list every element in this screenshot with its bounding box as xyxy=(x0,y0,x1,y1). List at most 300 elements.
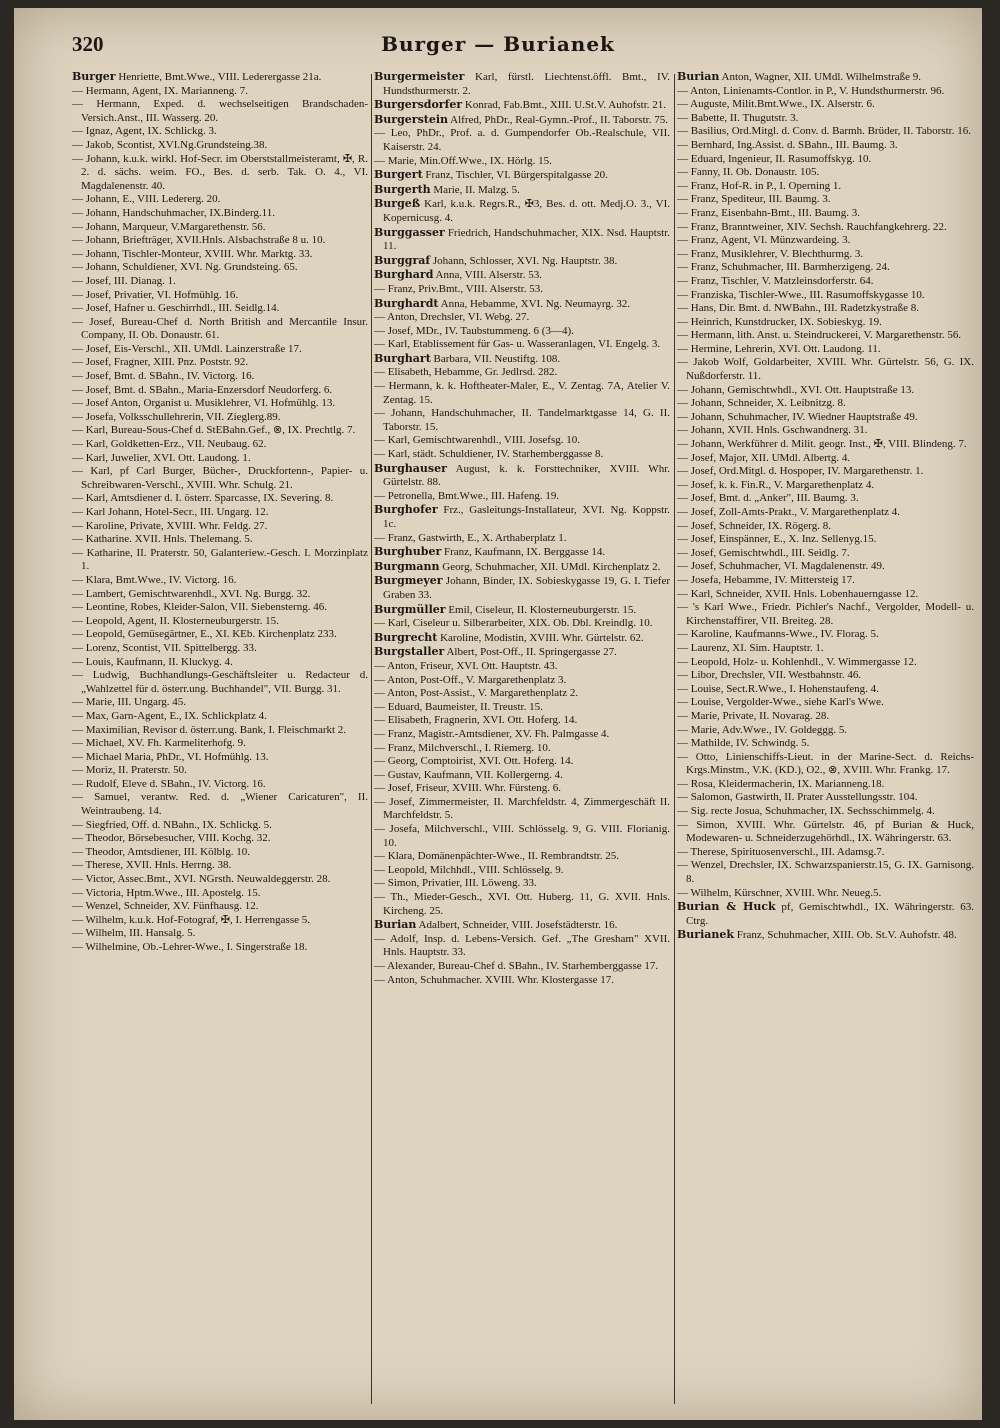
directory-entry xyxy=(72,465,368,492)
directory-entry xyxy=(374,728,670,742)
entry-text: Friedrich, Handschuhmacher, XIX. Nsd. Hauptstr. 11. xyxy=(383,226,670,253)
entry-text: — Johann, Schneider, X. Leibnitzg. 8. xyxy=(677,397,846,410)
directory-entry xyxy=(374,70,670,98)
entry-text: — Basilius, Ord.Mitgl. d. Conv. d. Barmh. Brüder, II. Taborstr. 16. xyxy=(677,125,971,138)
entry-text: — Heinrich, Kunstdrucker, IX. Sobieskyg. 19. xyxy=(677,315,882,328)
entry-text: Alfred, PhDr., Real-Gymn.-Prof., II. Taborstr. 75. xyxy=(448,113,668,126)
directory-entry xyxy=(677,207,974,221)
directory-entry xyxy=(677,221,974,235)
entry-text: — Georg, Comptoirist, XVI. Ott. Hoferg. 14. xyxy=(374,755,574,768)
directory-entry xyxy=(374,168,670,183)
entry-surname: Burghuber xyxy=(374,545,442,559)
directory-entry xyxy=(374,226,670,254)
directory-entry xyxy=(72,397,368,411)
directory-entry xyxy=(677,778,974,792)
directory-entry xyxy=(374,714,670,728)
directory-entry xyxy=(72,411,368,425)
directory-entry xyxy=(374,490,670,504)
entry-text: — Josef, Bmt. d. SBahn., Maria-Enzersdorf Neudorferg. 6. xyxy=(72,383,333,396)
directory-entry xyxy=(374,98,670,113)
entry-surname: Burgstaller xyxy=(374,645,445,659)
entry-text: — Therese, XVII. Hnls. Herrng. 38. xyxy=(72,859,232,872)
directory-entry xyxy=(677,85,974,99)
directory-entry xyxy=(677,859,974,886)
entry-text: — Josef, Schneider, IX. Rögerg. 8. xyxy=(677,519,831,532)
entry-surname: Burghauser xyxy=(374,461,447,475)
directory-entry xyxy=(677,819,974,846)
entry-text: — Josef, Gemischtwhdl., III. Seidlg. 7. xyxy=(677,546,850,559)
entry-text: — Louise, Vergolder-Wwe., siehe Karl's Wwe. xyxy=(677,696,884,709)
entry-text: — Josef, Schuhmacher, VI. Magdalenenstr. 49. xyxy=(677,560,885,573)
entry-text: Anton, Wagner, XII. UMdl. Wilhelmstraße 9. xyxy=(719,71,922,83)
directory-entry xyxy=(72,438,368,452)
directory-entry xyxy=(374,933,670,960)
directory-entry xyxy=(374,796,670,823)
entry-text: — Gustav, Kaufmann, VII. Kollergerng. 4. xyxy=(374,768,563,781)
entry-text: — Auguste, Milit.Bmt.Wwe., IX. Alserstr. 6. xyxy=(677,98,875,111)
directory-entry xyxy=(677,166,974,180)
directory-entry xyxy=(72,900,368,914)
directory-entry xyxy=(677,683,974,697)
entry-text: — Josef, Privatier, VI. Hofmühlg. 16. xyxy=(72,288,239,301)
entry-text: — Josef, Zoll-Amts-Prakt., V. Margarethenplatz 4. xyxy=(677,506,901,518)
entry-text: — Jakob Wolf, Goldarbeiter, XVIII. Whr. Gürtelstr. 56, G. IX. Nußdorferstr. 11. xyxy=(677,356,974,383)
entry-text: Franz, Kaufmann, IX. Berggasse 14. xyxy=(441,546,606,559)
page-header xyxy=(14,32,982,64)
directory-entry xyxy=(374,603,670,618)
directory-entry xyxy=(374,155,670,169)
directory-entry xyxy=(72,751,368,765)
directory-entry xyxy=(677,261,974,275)
directory-entry xyxy=(374,311,670,325)
directory-entry xyxy=(374,960,670,974)
entry-text: — Franz, Gastwirth, E., X. Arthaberplatz 1. xyxy=(374,531,567,544)
entry-text: — Hermann, Agent, IX. Marianneng. 7. xyxy=(72,84,248,97)
directory-entry xyxy=(374,769,670,783)
directory-entry xyxy=(72,343,368,357)
entry-text: — Leopold, Holz- u. Kohlenhdl., V. Wimmergasse 12. xyxy=(677,655,917,668)
entry-text: — Marie, Adv.Wwe., IV. Goldeggg. 5. xyxy=(677,723,848,736)
directory-entry xyxy=(677,153,974,167)
directory-entry xyxy=(677,724,974,738)
entry-text: — Josef, III. Dianag. 1. xyxy=(72,274,176,287)
directory-entry xyxy=(72,289,368,303)
entry-text: — Josef Anton, Organist u. Musiklehrer, VI. Hofmühlg. 13. xyxy=(72,397,336,410)
directory-entry xyxy=(374,338,670,352)
entry-surname: Burgerth xyxy=(374,182,431,196)
entry-text: — Hermann, lith. Anst. u. Steindruckerei, V. Margarethenstr. 56. xyxy=(677,329,962,342)
directory-entry xyxy=(72,506,368,520)
directory-entry xyxy=(72,533,368,547)
entry-text: — Moriz, II. Praterstr. 50. xyxy=(72,764,187,777)
entry-text: — Wenzel, Drechsler, IX. Schwarzspanierstr.15, G. IX. Garnisong. 8. xyxy=(677,859,974,886)
directory-entry xyxy=(677,180,974,194)
entry-text: pf, Gemischtwhdl., IX. Währingerstr. 63. Ctrg. xyxy=(686,901,974,927)
directory-entry xyxy=(677,805,974,819)
directory-entry xyxy=(374,254,670,269)
page-title: Burger — Burianek xyxy=(381,32,615,56)
entry-text: — Johann, E., VIII. Ledererg. 20. xyxy=(72,193,221,206)
directory-entry xyxy=(374,434,670,448)
directory-entry xyxy=(72,370,368,384)
entry-text: — Wilhelmine, Ob.-Lehrer-Wwe., I. Singerstraße 18. xyxy=(72,941,308,953)
entry-surname: Burgert xyxy=(374,168,423,182)
directory-entry xyxy=(677,70,974,85)
directory-entry xyxy=(374,197,670,225)
column-2 xyxy=(374,70,670,1410)
directory-entry xyxy=(374,645,670,660)
entry-text: — Babette, II. Thugutstr. 3. xyxy=(677,111,799,124)
entry-text: — Johann, k.u.k. wirkl. Hof-Secr. im Oberststallmeisteramt, ✠, R. 2. d. sächs. weim. FO., Bes. d. serb. Tak. O. 4., VI. Magdalenenstr. 40. xyxy=(72,152,368,192)
directory-entry xyxy=(374,560,670,575)
directory-entry xyxy=(677,669,974,683)
entry-surname: Burghard xyxy=(374,268,434,282)
directory-entry xyxy=(72,737,368,751)
directory-entry xyxy=(374,617,670,631)
directory-entry xyxy=(677,424,974,438)
entry-text: — Karoline, Kaufmanns-Wwe., IV. Florag. 5. xyxy=(677,628,879,641)
directory-entry xyxy=(374,918,670,933)
directory-entry xyxy=(677,438,974,452)
directory-entry xyxy=(677,574,974,588)
entry-text: — Josef, Ord.Mitgl. d. Hospoper, IV. Margarethenstr. 1. xyxy=(677,465,924,478)
entry-text: — Karl, Ciseleur u. Silberarbeiter, XIX. Ob. Dbl. Kreindlg. 10. xyxy=(374,617,653,630)
entry-text: — Alexander, Bureau-Chef d. SBahn., IV. Starhemberggasse 17. xyxy=(374,960,659,972)
entry-text: — Victoria, Hptm.Wwe., III. Apostelg. 15. xyxy=(72,886,261,899)
entry-text: — Leopold, Agent, II. Klosterneuburgerstr. 15. xyxy=(72,614,279,627)
directory-entry xyxy=(374,864,670,878)
directory-entry xyxy=(677,533,974,547)
directory-entry xyxy=(374,742,670,756)
directory-entry xyxy=(677,520,974,534)
entry-text: Anna, Hebamme, XVI. Ng. Neumayrg. 32. xyxy=(438,297,631,310)
directory-entry xyxy=(374,687,670,701)
directory-entry xyxy=(677,125,974,139)
directory-entry xyxy=(72,669,368,696)
entry-text: — Marie, Min.Off.Wwe., IX. Hörlg. 15. xyxy=(374,154,552,167)
directory-entry xyxy=(374,574,670,602)
entry-text: Karoline, Modistin, XVIII. Whr. Gürtelstr. 62. xyxy=(437,631,644,644)
entry-text: — Louise, Sect.R.Wwe., I. Hohenstaufeng. 4. xyxy=(677,682,879,695)
entry-text: — 's Karl Wwe., Friedr. Pichler's Nachf., Vergolder, Modell- u. Kirchenstaffirer, VII. Breiteg. 28. xyxy=(677,601,974,627)
entry-surname: Burghofer xyxy=(374,503,438,517)
directory-entry xyxy=(72,710,368,724)
directory-entry xyxy=(72,248,368,262)
directory-entry xyxy=(374,701,670,715)
directory-columns xyxy=(72,70,974,1410)
entry-text: — Wenzel, Schneider, XV. Fünfhausg. 12. xyxy=(72,900,259,913)
entry-text: — Jakob, Scontist, XVI.Ng.Grundsteing.38. xyxy=(72,138,268,151)
entry-text: — Simon, Privatier, III. Löweng. 33. xyxy=(374,877,537,890)
entry-text: — Anton, Friseur, XVI. Ott. Hauptstr. 43. xyxy=(374,659,558,672)
entry-text: — Josef, Major, XII. UMdl. Albertg. 4. xyxy=(677,451,851,464)
entry-text: — Rudolf, Eleve d. SBahn., IV. Victorg. 16. xyxy=(72,777,266,790)
entry-text: — Franz, Agent, VI. Münzwardeing. 3. xyxy=(677,234,851,247)
entry-text: Albert, Post-Off., II. Springergasse 27. xyxy=(444,646,617,659)
directory-entry xyxy=(72,520,368,534)
directory-entry xyxy=(374,380,670,407)
directory-entry xyxy=(72,85,368,99)
directory-entry xyxy=(677,316,974,330)
entry-text: — Leontine, Robes, Kleider-Salon, VII. Siebensterng. 46. xyxy=(72,601,327,614)
entry-text: — Louis, Kaufmann, II. Kluckyg. 4. xyxy=(72,655,233,668)
entry-text: — Leo, PhDr., Prof. a. d. Gumpendorfer Ob.-Realschule, VII. Kaiserstr. 24. xyxy=(374,127,670,153)
entry-text: — Theodor, Börsebesucher, VIII. Kochg. 32. xyxy=(72,832,271,845)
directory-entry xyxy=(72,656,368,670)
entry-text: — Franz, Branntweiner, XIV. Sechsh. Rauchfangkehrerg. 22. xyxy=(677,220,947,233)
entry-text: — Libor, Drechsler, VII. Westbahnstr. 46. xyxy=(677,669,862,682)
directory-entry xyxy=(677,737,974,751)
entry-text: Karl, k.u.k. Regrs.R., ✠3, Bes. d. ott. Medj.O. 3., VI. Kopernicusg. 4. xyxy=(383,198,670,224)
entry-text: Franz, Tischler, VI. Bürgerspitalgasse 20. xyxy=(422,169,608,182)
directory-entry xyxy=(72,384,368,398)
directory-entry xyxy=(72,275,368,289)
entry-text: — Karl, städt. Schuldiener, IV. Starhemberggasse 8. xyxy=(374,448,604,461)
entry-text: — Anton, Post-Assist., V. Margarethenplatz 2. xyxy=(374,687,579,700)
directory-entry xyxy=(72,778,368,792)
directory-entry xyxy=(72,547,368,574)
directory-entry xyxy=(72,764,368,778)
entry-text: — Th., Mieder-Gesch., XVI. Ott. Huberg. 11, G. XVII. Hnls. Kircheng. 25. xyxy=(374,891,670,917)
entry-surname: Burgermeister xyxy=(374,70,465,83)
entry-text: Johann, Binder, IX. Sobieskygasse 19, G. I. Tiefer Graben 33. xyxy=(383,575,670,601)
entry-text: Frz., Gasleitungs-Installateur, XVI. Ng. Koppstr. 1c. xyxy=(383,504,670,530)
directory-entry xyxy=(374,113,670,128)
entry-text: Georg, Schuhmacher, XII. UMdl. Kirchenplatz 2. xyxy=(439,560,661,573)
entry-surname: Burgersdorfer xyxy=(374,98,463,112)
entry-text: — Johann, Tischler-Monteur, XVIII. Whr. Marktg. 33. xyxy=(72,247,313,260)
entry-text: — Karl Johann, Hotel-Secr., III. Ungarg. 12. xyxy=(72,506,269,518)
directory-entry xyxy=(72,139,368,153)
page-number: 320 xyxy=(72,32,104,56)
directory-entry xyxy=(677,887,974,901)
directory-entry xyxy=(374,974,670,988)
entry-text: — Karl, pf Carl Burger, Bücher-, Druckfortenn-, Papier- u. Schreibwaren-Verschl., XVIII. Whr. Schulg. 21. xyxy=(72,465,368,491)
entry-text: — Hermann, Exped. d. wechselseitigen Brandschaden-Versich.Anst., III. Wasserg. 20. xyxy=(72,98,368,124)
entry-text: — Katharine, II. Praterstr. 50, Galanteriew.-Gesch. I. Morzinplatz 1. xyxy=(72,546,368,573)
entry-text: — Eduard, Baumeister, II. Treustr. 15. xyxy=(374,700,543,713)
entry-text: — Klara, Bmt.Wwe., IV. Victorg. 16. xyxy=(72,573,237,586)
entry-text: Henriette, Bmt.Wwe., VIII. Lederergasse 21a. xyxy=(115,71,322,83)
directory-entry xyxy=(374,283,670,297)
entry-text: — Hermine, Lehrerin, XVI. Ott. Laudong. 11. xyxy=(677,342,881,355)
directory-entry xyxy=(72,70,368,85)
directory-entry xyxy=(72,98,368,125)
directory-entry xyxy=(72,642,368,656)
entry-text: — Adolf, Insp. d. Lebens-Versich. Gef. „The Gresham" XVII. Hnls. Hauptstr. 33. xyxy=(374,932,670,959)
directory-entry xyxy=(677,98,974,112)
directory-entry xyxy=(374,448,670,462)
directory-entry xyxy=(374,352,670,367)
entry-surname: Burgmüller xyxy=(374,602,446,616)
directory-entry xyxy=(72,452,368,466)
entry-text: — Josef, Einspänner, E., X. Inz. Sellenyg.15. xyxy=(677,533,877,546)
directory-entry xyxy=(677,696,974,710)
entry-text: — Petronella, Bmt.Wwe., III. Hafeng. 19. xyxy=(374,489,560,502)
directory-entry xyxy=(677,751,974,778)
entry-text: — Karl, Goldketten-Erz., VII. Neubaug. 62. xyxy=(72,438,267,451)
entry-surname: Burgerstein xyxy=(374,112,449,126)
directory-entry xyxy=(72,302,368,316)
directory-entry xyxy=(677,289,974,303)
entry-text: — Josef, Bmt. d. SBahn., IV. Victorg. 16. xyxy=(72,370,255,383)
directory-entry xyxy=(72,846,368,860)
directory-entry xyxy=(677,642,974,656)
entry-text: — Hans, Dir. Bmt. d. NWBahn., III. Radetzkystraße 8. xyxy=(677,302,919,315)
directory-entry xyxy=(374,462,670,490)
entry-text: — Marie, Private, II. Novarag. 28. xyxy=(677,709,830,722)
directory-entry xyxy=(374,268,670,283)
directory-entry xyxy=(72,615,368,629)
entry-text: — Johann, Schuldiener, XVI. Ng. Grundsteing. 65. xyxy=(72,261,298,274)
entry-text: — Karl, Etablissement für Gas- u. Wasseranlagen, VI. Engelg. 3. xyxy=(374,338,661,351)
entry-text: — Lambert, Gemischtwarenhdl., XVI. Ng. Burgg. 32. xyxy=(72,587,311,600)
directory-entry xyxy=(72,914,368,928)
directory-entry xyxy=(72,696,368,710)
entry-text: — Anton, Schuhmacher. XVIII. Whr. Klostergasse 17. xyxy=(374,973,615,986)
entry-text: — Michael Maria, PhDr., VI. Hofmühlg. 13. xyxy=(72,750,269,763)
directory-entry xyxy=(677,656,974,670)
entry-surname: Burghart xyxy=(374,351,431,365)
entry-text: — Johann, Schuhmacher, IV. Wiedner Hauptstraße 49. xyxy=(677,410,918,423)
entry-surname: Burgeß xyxy=(374,197,421,211)
entry-text: — Michael, XV. Fh. Karmeliterhofg. 9. xyxy=(72,737,246,750)
directory-entry xyxy=(72,316,368,343)
directory-entry xyxy=(677,356,974,383)
directory-entry xyxy=(72,588,368,602)
directory-entry xyxy=(374,631,670,646)
entry-text: — Mathilde, IV. Schwindg. 5. xyxy=(677,737,810,750)
entry-text: — Josef, k. k. Fin.R., V. Margarethenplatz 4. xyxy=(677,478,875,491)
directory-entry xyxy=(374,891,670,918)
entry-text: — Johann, Handschuhmacher, IX.Binderg.11. xyxy=(72,206,276,219)
directory-entry xyxy=(72,873,368,887)
directory-entry xyxy=(72,832,368,846)
entry-text: Franz, Schuhmacher, XIII. Ob. St.V. Auhofstr. 48. xyxy=(734,929,957,942)
directory-entry xyxy=(72,261,368,275)
entry-text: — Johann, Briefträger, XVII.Hnls. Alsbachstraße 8 u. 10. xyxy=(72,234,326,247)
entry-text: — Josef, Zimmermeister, II. Marchfeldstr. 4, Zimmergeschäft II. Marchfeldstr. 5. xyxy=(374,795,670,822)
directory-entry xyxy=(677,506,974,520)
directory-entry xyxy=(72,859,368,873)
directory-entry xyxy=(677,601,974,628)
column-3 xyxy=(677,70,974,1410)
entry-text: Karl, fürstl. Liechtenst.öffl. Bmt., IV. Hundsthurmerstr. 2. xyxy=(383,71,670,97)
entry-text: — Franz, Eisenbahn-Bmt., III. Baumg. 3. xyxy=(677,206,860,219)
directory-entry xyxy=(374,407,670,434)
entry-text: — Theodor, Amtsdiener, III. Kölblg. 10. xyxy=(72,845,250,858)
directory-entry xyxy=(72,221,368,235)
entry-text: — Eduard, Ingenieur, II. Rasumoffskyg. 10. xyxy=(677,152,872,165)
directory-entry xyxy=(374,850,670,864)
directory-entry xyxy=(677,492,974,506)
entry-text: — Josef, Fragner, XIII. Pnz. Poststr. 92. xyxy=(72,356,249,369)
entry-text: — Karl, Schneider, XVII. Hnls. Lobenhauerngasse 12. xyxy=(677,587,919,600)
directory-entry xyxy=(72,125,368,139)
entry-text: — Therese, Spirituosenverschl., III. Adamsg.7. xyxy=(677,845,885,858)
entry-text: — Katharine. XVII. Hnls. Thelemang. 5. xyxy=(72,533,253,546)
directory-entry xyxy=(374,183,670,198)
entry-text: Johann, Schlosser, XVI. Ng. Hauptstr. 38. xyxy=(430,254,618,267)
directory-entry xyxy=(677,628,974,642)
entry-text: — Franz, Priv.Bmt., VIII. Alserstr. 53. xyxy=(374,282,543,295)
entry-text: — Johann, Gemischtwhdl., XVI. Ott. Hauptstraße 13. xyxy=(677,383,915,396)
directory-entry xyxy=(72,628,368,642)
entry-surname: Burianek xyxy=(677,928,735,942)
directory-entry xyxy=(374,823,670,850)
entry-text: — Anton, Drechsler, VI. Webg. 27. xyxy=(374,311,530,324)
entry-text: Barbara, VII. Neustiftg. 108. xyxy=(430,352,561,365)
directory-entry xyxy=(677,193,974,207)
entry-text: — Karl, Bureau-Sous-Chef d. StEBahn.Gef., ⊗, IX. Prechtlg. 7. xyxy=(72,424,356,437)
entry-text: Marie, II. Malzg. 5. xyxy=(430,183,520,196)
entry-text: — Anton, Post-Off., V. Margarethenplatz 3. xyxy=(374,673,567,686)
entry-text: — Salomon, Gastwirth, II. Prater Ausstellungsstr. 104. xyxy=(677,791,918,804)
directory-entry xyxy=(72,424,368,438)
entry-text: Emil, Ciseleur, II. Klosterneuburgerstr. 15. xyxy=(445,603,637,616)
entry-text: — Josef, Bureau-Chef d. North British and Mercantile Insur. Company, II. Ob. Donaustr. 61. xyxy=(72,315,368,342)
directory-entry xyxy=(374,297,670,312)
entry-text: — Maximilian, Revisor d. österr.ung. Bank, I. Fleischmarkt 2. xyxy=(72,723,347,736)
entry-text: — Otto, Linienschiffs-Lieut. in der Marine-Sect. d. Reichs-Krgs.Minstm., V.K. (KD.), O2., ⊗, XVIII. Whr. Frankg. 17. xyxy=(677,750,974,777)
directory-entry xyxy=(72,207,368,221)
entry-text: — Franz, Spediteur, III. Baumg. 3. xyxy=(677,193,831,206)
entry-surname: Burian xyxy=(374,918,417,932)
entry-text: — Josef, Bmt. d. „Anker", III. Baumg. 3. xyxy=(677,492,859,505)
directory-entry xyxy=(72,153,368,194)
directory-entry xyxy=(677,846,974,860)
directory-entry xyxy=(374,127,670,154)
directory-entry xyxy=(374,674,670,688)
directory-entry xyxy=(677,547,974,561)
directory-entry xyxy=(677,397,974,411)
entry-text: — Hermann, k. k. Hoftheater-Maler, E., V. Zentag. 7A, Atelier V. Zentag. 15. xyxy=(374,380,670,406)
entry-surname: Burger xyxy=(72,70,116,83)
entry-text: — Josef, Eis-Verschl., XII. UMdl. Lainzerstraße 17. xyxy=(72,342,302,355)
directory-page xyxy=(14,8,982,1420)
entry-text: — Franziska, Tischler-Wwe., III. Rasumoffskygasse 10. xyxy=(677,288,925,301)
directory-entry xyxy=(72,492,368,506)
directory-entry xyxy=(677,560,974,574)
entry-text: — Josef, Friseur, XVIII. Whr. Fürsteng. 6. xyxy=(374,782,561,795)
directory-entry xyxy=(374,782,670,796)
entry-surname: Burggasser xyxy=(374,225,445,239)
entry-text: — Franz, Magistr.-Amtsdiener, XV. Fh. Palmgasse 4. xyxy=(374,727,610,740)
directory-entry xyxy=(677,900,974,928)
directory-entry xyxy=(72,927,368,941)
entry-text: — Leopold, Milchhdl., VIII. Schlösselg. 9. xyxy=(374,863,564,876)
entry-text: Konrad, Fab.Bmt., XIII. U.St.V. Auhofstr. 21. xyxy=(462,99,667,112)
entry-surname: Burgrecht xyxy=(374,630,438,644)
entry-text: — Max, Garn-Agent, E., IX. Schlickplatz 4. xyxy=(72,709,267,722)
directory-entry xyxy=(677,479,974,493)
directory-entry xyxy=(72,356,368,370)
directory-entry xyxy=(677,343,974,357)
directory-entry xyxy=(374,545,670,560)
directory-entry xyxy=(72,819,368,833)
entry-text: — Ludwig, Buchhandlungs-Geschäftsleiter u. Redacteur d. „Wahlzettel für d. österr.ung. Buchhandel", VII. Burgg. 31. xyxy=(72,669,368,695)
entry-text: — Wilhelm, Kürschner, XVIII. Whr. Neueg.5. xyxy=(677,886,882,899)
directory-entry xyxy=(677,275,974,289)
entry-text: — Josef, MDr., IV. Taubstummeng. 6 (3—4). xyxy=(374,324,574,337)
entry-text: — Leopold, Gemüsegärtner, E., XI. KEb. Kirchenplatz 233. xyxy=(72,628,337,641)
directory-entry xyxy=(677,791,974,805)
entry-text: — Elisabeth, Fragnerin, XVI. Ott. Hoferg. 14. xyxy=(374,714,578,727)
directory-entry xyxy=(677,465,974,479)
entry-text: — Johann, Marqueur, V.Margarethenstr. 56. xyxy=(72,220,266,233)
entry-text: — Franz, Tischler, V. Matzleinsdorferstr. 64. xyxy=(677,274,874,287)
directory-entry xyxy=(677,928,974,943)
